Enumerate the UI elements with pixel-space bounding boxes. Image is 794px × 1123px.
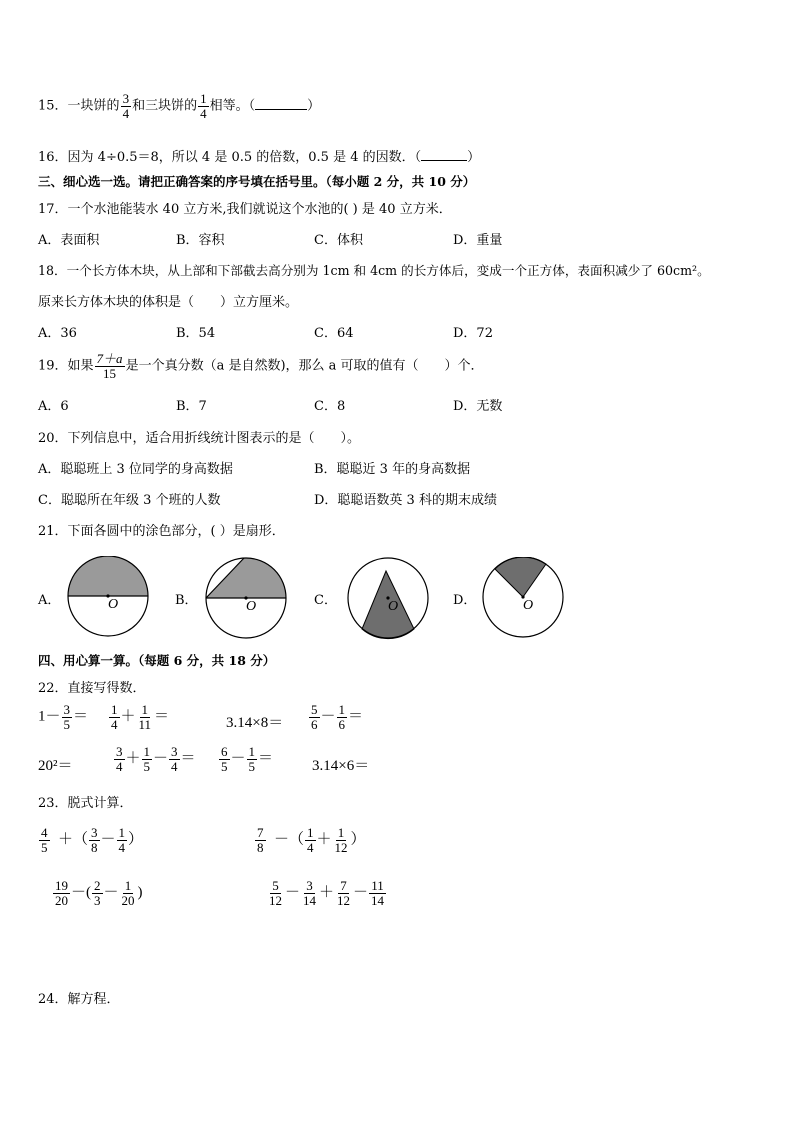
expr-3: $\frac{19}{20}$ －( $\frac{2}{3}$ － $\frac{1}{20}$ ): [55, 878, 143, 908]
option-d-label[interactable]: D．: [453, 593, 477, 608]
question-19: 19．如果 $\frac{7+a}{15}$ 是一个真分数（a 是自然数)，那么 a 可取的值有（ ）个．: [38, 351, 484, 381]
option-c[interactable]: C．64: [314, 326, 354, 341]
option-c[interactable]: C．聪聪所在年级 3 个班的人数: [38, 493, 221, 508]
question-23: 23．脱式计算．: [38, 796, 133, 811]
option-b[interactable]: B．7: [176, 399, 207, 414]
option-b[interactable]: B．54: [176, 326, 216, 341]
question-22: 22．直接写得数．: [38, 681, 146, 696]
center-label: O: [108, 597, 119, 612]
option-c[interactable]: C．体积: [314, 233, 363, 248]
expr-1: $\frac{4}{5}$ ＋（ $\frac{3}{8}$ － $\frac{1}{4}$ ）: [41, 825, 144, 855]
question-24: 24．解方程．: [38, 992, 120, 1007]
answer-blank[interactable]: [255, 109, 307, 110]
calc-2: $\frac{1}{4}$ ＋ $\frac{1}{11}$ ＝: [111, 702, 170, 732]
option-d[interactable]: D．72: [453, 326, 493, 341]
option-a[interactable]: A．6: [38, 399, 69, 414]
circle-figure-c: [344, 555, 430, 641]
circle-figure-b: [204, 556, 288, 640]
expr-4: $\frac{5}{12}$ － $\frac{3}{14}$ ＋ $\frac{7}{12}$ － $\frac{11}{14}$: [269, 878, 385, 908]
answer-blank[interactable]: [421, 160, 467, 161]
shaded-region: [206, 558, 286, 598]
question-18: 18．一个长方体木块，从上部和下部截去高分别为 1cm 和 4cm 的长方体后，变成一个正方体，表面积减少了 60cm²。: [38, 263, 710, 278]
calc-7: $\frac{6}{5}$ － $\frac{1}{5}$ ＝: [221, 744, 274, 774]
question-21: 21．下面各圆中的涂色部分，( ）是扇形．: [38, 524, 285, 539]
option-d[interactable]: D．无数: [453, 399, 503, 414]
center-label: O: [246, 599, 257, 614]
calc-4: $\frac{5}{6}$ － $\frac{1}{6}$ ＝: [311, 702, 364, 732]
question-15: 15．一块饼的 $\frac{3}{4}$ 和三块饼的 $\frac{1}{4}$ 相等。（ ）: [38, 91, 321, 121]
section-4-heading: 四、用心算一算。（每题 6 分，共 18 分）: [38, 653, 276, 668]
shaded-segment: [68, 556, 148, 596]
circle-figure-d: [481, 557, 565, 641]
center-label: O: [523, 598, 534, 613]
calc-3: 3.14×8＝: [226, 715, 284, 731]
option-b-label[interactable]: B．: [175, 593, 198, 608]
question-18-line2: 原来长方体木块的体积是（ ）立方厘米。: [38, 295, 299, 310]
option-a[interactable]: A．聪聪班上 3 位同学的身高数据: [38, 462, 233, 477]
expr-2: $\frac{7}{8}$ －（ $\frac{1}{4}$ ＋ $\frac{1}{12}$ ）: [257, 825, 366, 855]
circle-figure-a: [66, 556, 150, 640]
option-b[interactable]: B．聪聪近 3 年的身高数据: [314, 462, 471, 477]
option-c[interactable]: C．8: [314, 399, 346, 414]
calc-8: 3.14×6＝: [312, 758, 370, 774]
option-a[interactable]: A．表面积: [38, 233, 100, 248]
option-a[interactable]: A．36: [38, 326, 77, 341]
option-c-label[interactable]: C．: [314, 593, 337, 608]
question-17: 17．一个水池能装水 40 立方米,我们就说这个水池的( ) 是 40 立方米．: [38, 202, 452, 217]
calc-1: 1－ $\frac{3}{5}$ ＝: [38, 702, 89, 732]
question-20: 20．下列信息中，适合用折线统计图表示的是（ ）。: [38, 431, 361, 446]
option-a-label[interactable]: A．: [38, 593, 61, 608]
section-3-heading: 三、细心选一选。请把正确答案的序号填在括号里。（每小题 2 分，共 10 分）: [38, 174, 476, 189]
center-label: O: [388, 599, 399, 614]
option-b[interactable]: B．容积: [176, 233, 225, 248]
calc-6: $\frac{3}{4}$ ＋ $\frac{1}{5}$ － $\frac{3}{4}$ ＝: [116, 744, 196, 774]
question-16: 16．因为 4÷0.5＝8，所以 4 是 0.5 的倍数，0.5 是 4 的因数．（ ）: [38, 150, 481, 165]
option-d[interactable]: D．重量: [453, 233, 503, 248]
calc-5: 20²＝: [38, 758, 73, 774]
option-d[interactable]: D．聪聪语数英 3 科的期末成绩: [314, 493, 497, 508]
